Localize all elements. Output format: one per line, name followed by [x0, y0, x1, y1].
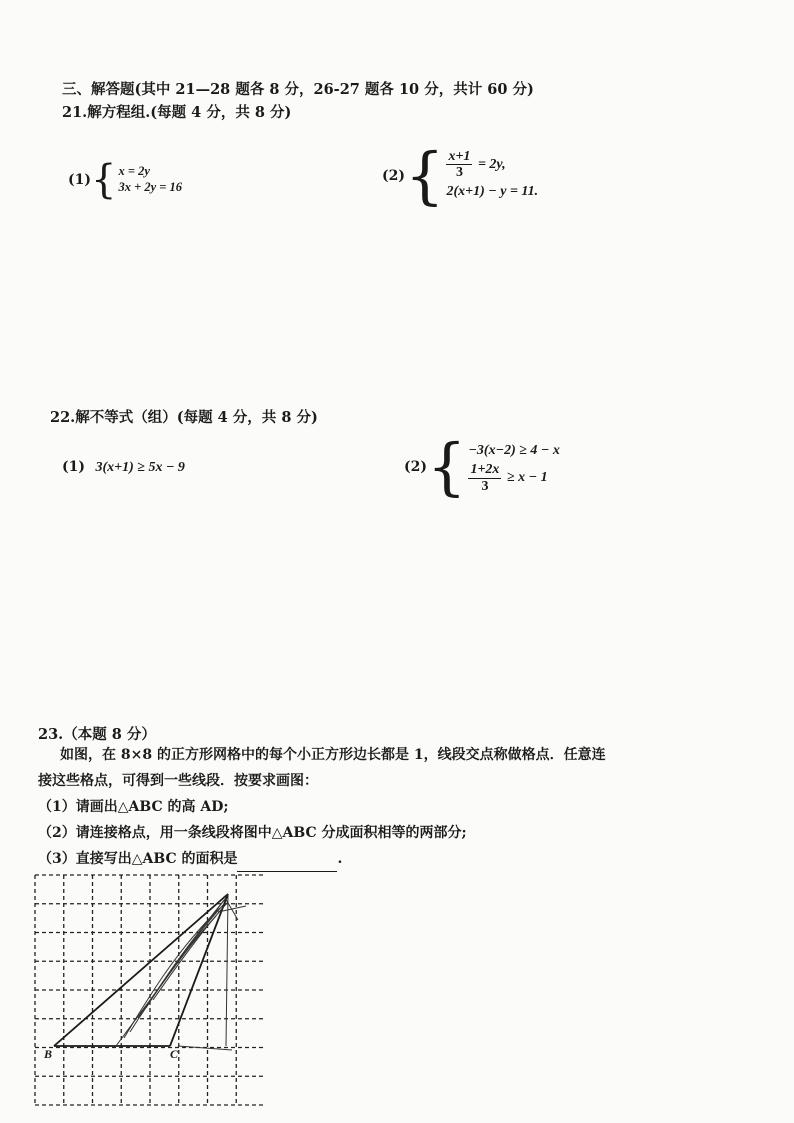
q21-part1 [68, 157, 182, 203]
section-header: 三、解答题(其中 21—28 题各 8 分，26-27 题各 10 分，共计 60 分) [62, 81, 534, 98]
q21-part2-label: (2) [382, 168, 405, 184]
q22-part2-eq1: −3(x−2) ≥ 4 − x [468, 442, 560, 458]
q23-item3-end: . [337, 851, 343, 867]
q22-part2 [404, 430, 560, 503]
q21-part2-frac-num: x+1 [448, 148, 471, 164]
q21-part1-eq2: 3x + 2y = 16 [118, 180, 182, 194]
q22-part1-expr: 3(x+1) ≥ 5x − 9 [95, 460, 185, 475]
q21-title: 21.解方程组.(每题 4 分，共 8 分) [62, 104, 292, 121]
q23-title: 23.（本题 8 分） [38, 726, 156, 743]
q22-part2-eq2-rest: ≥ x − 1 [506, 470, 548, 486]
q22-part1-label: (1) [62, 459, 85, 475]
q22-part2-brace: { [427, 430, 467, 503]
q23-item3-text: （3）直接写出△ABC 的面积是 [38, 851, 238, 867]
q21-part1-brace: { [91, 157, 117, 203]
triangle-side-ac [170, 894, 228, 1046]
q22-title: 22.解不等式（组）(每题 4 分，共 8 分) [50, 409, 318, 426]
q21-part2-eq2: 2(x+1) − y = 11. [446, 183, 539, 199]
q21-part2-brace: { [405, 139, 445, 212]
q21-part2-eq1-rest: = 2y, [477, 157, 506, 173]
q21-part2 [382, 139, 539, 212]
q23-line1: 如图，在 8×8 的正方形网格中的每个小正方形边长都是 1，线段交点称做格点．任意连 [60, 747, 606, 763]
pencil-scribbles [116, 894, 246, 1050]
q21-part2-frac-den: 3 [455, 165, 463, 181]
q22-part1 [62, 459, 185, 476]
q22-part2-label: (2) [404, 459, 427, 475]
q22-part2-frac-num: 1+2x [470, 462, 500, 478]
q23-item2: （2）请连接格点，用一条线段将图中△ABC 分成面积相等的两部分; [38, 825, 467, 841]
vertex-label-b: B [44, 1047, 53, 1061]
q23-item1: （1）请画出△ABC 的高 AD; [38, 799, 229, 815]
q21-part1-eq1: x = 2y [118, 164, 150, 179]
q22-part2-frac-den: 3 [481, 478, 489, 494]
triangle-side-ab [54, 894, 228, 1046]
q21-part1-label: (1) [68, 172, 91, 188]
grid-figure [28, 868, 264, 1106]
q23-line2: 接这些格点，可得到一些线段．按要求画图： [38, 773, 318, 789]
vertex-label-c: C [170, 1047, 179, 1061]
